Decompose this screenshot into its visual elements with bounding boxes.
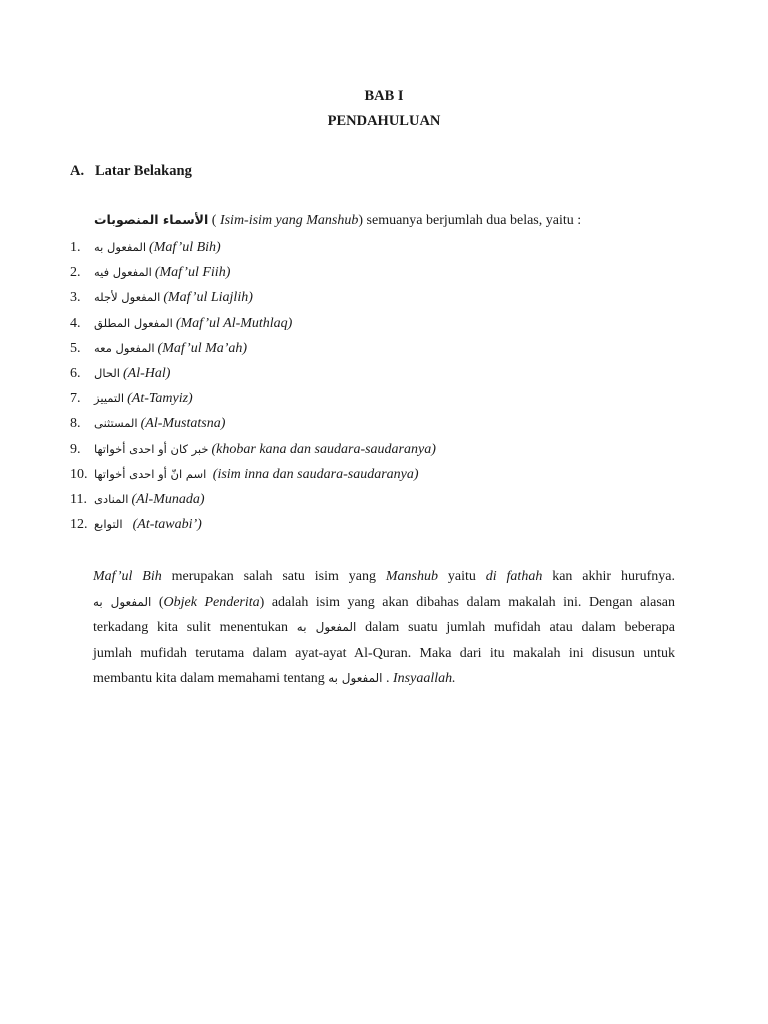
section-title: Latar Belakang xyxy=(95,163,192,179)
list-arabic-term: المنادى xyxy=(94,491,129,506)
intro-arabic: الأسماء المنصوبات xyxy=(94,212,209,227)
list-number: 3. xyxy=(70,290,81,306)
list-item xyxy=(70,490,690,515)
isim-list xyxy=(70,238,690,540)
section-letter: A. xyxy=(70,163,85,179)
list-number: 8. xyxy=(70,416,81,432)
paragraph-line-4: jumlah mufidah terutama dalam ayat-ayat Al-Quran. Maka dari itu makalah ini disusun untuk xyxy=(93,645,675,661)
list-arabic-term: اسم انّ أو احدى أخواتها xyxy=(94,466,207,481)
list-number: 6. xyxy=(70,365,81,381)
list-latin-term: (Maf’ul Bih) xyxy=(149,240,221,255)
list-latin-term: (Al-Munada) xyxy=(131,491,205,507)
term-difathah: di fathah xyxy=(485,569,543,584)
list-latin-term: (Maf’ul Ma’ah) xyxy=(157,340,248,356)
list-item xyxy=(70,263,690,288)
list-number: 5. xyxy=(70,340,81,356)
text: kan akhir hurufnya. xyxy=(542,569,675,584)
list-latin-term: (Maf’ul Fiih) xyxy=(154,265,231,281)
list-latin-term: (At-tawabi’) xyxy=(125,517,202,533)
text: dalam suatu jumlah mufidah atau dalam beberapa xyxy=(356,620,676,636)
term-insyaallah: Insyaallah. xyxy=(393,671,456,687)
list-arabic-term: المستثنى xyxy=(94,416,138,431)
list-item xyxy=(70,465,690,490)
list-item xyxy=(70,515,690,540)
term-manshub: Manshub xyxy=(385,569,438,584)
section-heading xyxy=(70,163,192,180)
list-arabic-term: المفعول فيه xyxy=(94,265,152,280)
list-number: 11. xyxy=(70,491,87,507)
list-item xyxy=(70,288,690,313)
text: ) adalah isim yang akan dibahas dalam makalah ini. Dengan alasan xyxy=(259,594,675,610)
list-latin-term: (At-Tamyiz) xyxy=(127,391,193,407)
paragraph-line-1 xyxy=(93,564,675,590)
term-mafulbih: Maf’ul Bih xyxy=(93,569,162,584)
list-item xyxy=(70,440,690,465)
text: merupakan salah satu isim yang xyxy=(161,569,386,584)
intro-rest: ) semuanya berjumlah dua belas, yaitu : xyxy=(358,213,582,228)
list-latin-term: (Maf’ul Al-Muthlaq) xyxy=(175,315,293,331)
text: membantu kita dalam memahami tentang xyxy=(93,671,329,687)
list-arabic-term: المفعول لأجله xyxy=(94,290,161,305)
list-latin-term: (Al-Hal) xyxy=(122,365,171,381)
chapter-heading: BAB I xyxy=(364,88,404,104)
paragraph-line-2 xyxy=(93,590,675,616)
list-latin-term: (khobar kana dan saudara-saudaranya) xyxy=(211,441,436,457)
list-item xyxy=(70,364,690,389)
paragraph-line-3 xyxy=(93,615,675,641)
list-item xyxy=(70,414,690,439)
intro-line xyxy=(94,212,581,229)
arabic-term: المفعول به xyxy=(93,594,152,609)
text: terkadang kita sulit menentukan xyxy=(93,620,297,636)
list-number: 7. xyxy=(70,391,81,407)
list-number: 9. xyxy=(70,441,81,457)
list-latin-term: (Al-Mustatsna) xyxy=(140,416,226,432)
list-arabic-term: خبر كان أو احدى أخواتها xyxy=(94,441,209,456)
text: ( xyxy=(151,594,164,610)
list-arabic-term: التوابع xyxy=(94,517,123,532)
list-item xyxy=(70,389,690,414)
intro-open-paren: ( xyxy=(208,213,220,228)
list-number: 1. xyxy=(70,240,81,255)
paragraph-line-5 xyxy=(93,666,675,692)
text: yaitu xyxy=(438,569,486,584)
list-item xyxy=(70,314,690,339)
list-arabic-term: المفعول المطلق xyxy=(94,315,173,330)
chapter-title: PENDAHULUAN xyxy=(327,113,441,129)
list-arabic-term: المفعول به xyxy=(94,240,147,254)
list-arabic-term: الحال xyxy=(94,365,120,380)
list-item xyxy=(70,339,690,364)
term-objek-penderita: Objek Penderita xyxy=(163,594,260,610)
text: . xyxy=(382,671,394,687)
arabic-term: المفعول به xyxy=(296,620,357,635)
list-latin-term: (isim inna dan saudara-saudaranya) xyxy=(209,466,419,482)
list-number: 12. xyxy=(70,517,88,533)
intro-latin: Isim-isim yang Manshub xyxy=(219,213,359,228)
list-arabic-term: المفعول معه xyxy=(94,340,155,355)
list-latin-term: (Maf’ul Liajlih) xyxy=(163,290,253,306)
list-number: 2. xyxy=(70,265,81,281)
body-paragraph xyxy=(93,564,675,692)
list-number: 10. xyxy=(70,466,88,482)
list-item xyxy=(70,238,690,263)
list-arabic-term: التمييز xyxy=(94,391,125,406)
list-number: 4. xyxy=(70,315,81,331)
arabic-term: المفعول به xyxy=(328,671,383,686)
